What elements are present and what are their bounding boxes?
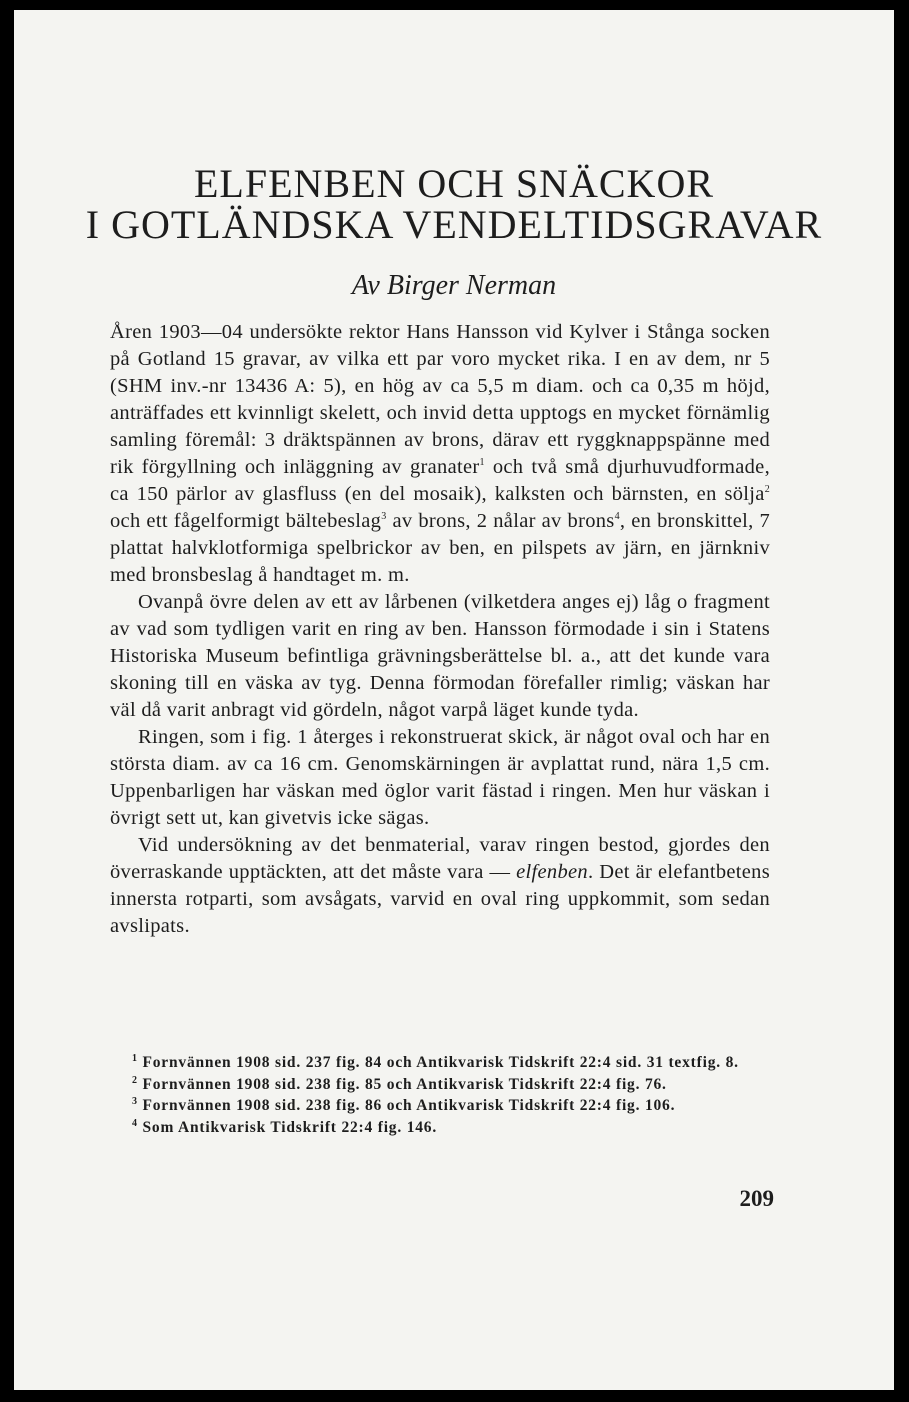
title-line-1: ELFENBEN OCH SNÄCKOR	[193, 161, 715, 206]
footnote-text: Fornvännen 1908 sid. 237 fig. 84 och Antikvarisk Tidskrift 22:4 sid. 31 textfig. 8.	[137, 1054, 739, 1071]
paragraph-text: , en bronskittel, 7 plattat halvklotformiga spelbrickor av ben, en pilspets av järn, en järnkniv med bronsbeslag å handtaget m. m.	[110, 510, 771, 586]
footnote-text: Fornvännen 1908 sid. 238 fig. 86 och Antikvarisk Tidskrift 22:4 fig. 106.	[137, 1097, 676, 1114]
footnote-text: Fornvännen 1908 sid. 238 fig. 85 och Antikvarisk Tidskrift 22:4 fig. 76.	[137, 1075, 667, 1093]
footnote-text: Som Antikvarisk Tidskrift 22:4 fig. 146.	[137, 1118, 438, 1136]
article-body	[110, 319, 770, 940]
footnote-ref: 2	[764, 484, 770, 496]
footnote-2	[110, 1074, 770, 1096]
footnote-ref: 4	[614, 511, 620, 523]
emphasis: elfenben	[516, 861, 588, 883]
footnote-mark: 3	[132, 1095, 138, 1107]
paragraph-text: och två små djurhuvudformade, ca 150 pärlor av glasfluss (en del mosaik), kalksten och bärnsten, en sölja	[110, 456, 771, 505]
footnote-1	[110, 1052, 770, 1074]
paragraph-text: och ett fågelformigt bältebeslag	[110, 510, 382, 532]
paragraph-1	[110, 319, 770, 589]
page	[14, 10, 894, 1390]
footnote-mark: 1	[132, 1052, 138, 1064]
footnote-mark: 4	[132, 1117, 138, 1129]
footnote-4	[110, 1117, 770, 1139]
author-byline: Av Birger Nerman	[351, 270, 557, 301]
paragraph-text: Vid undersökning av det benmaterial, varav ringen bestod, gjordes den överraskande upptäckten, att det måste vara —	[110, 834, 770, 883]
paragraph-text: . Det är elefantbetens innersta rotparti, som avsågats, varvid en oval ring uppkommit, som sedan avslipats.	[110, 861, 771, 937]
paragraph-2: Ovanpå övre delen av ett av lårbenen (vilketdera anges ej) låg o fragment av vad som tydligen varit en ring av ben. Hansson förmodade i sin i Statens Historiska Museum befintliga grävningsberättelse bl. a., att det kunde vara skoning till en väska av tyg. Denna förmodan förefaller rimlig; väskan har väl då varit anbragt vid gördeln, något varpå läget kunde tyda.	[110, 591, 770, 721]
page-number: 209	[739, 1186, 774, 1211]
paragraph-text: Åren 1903—04 undersökte rektor Hans Hansson vid Kylver i Stånga socken på Gotland 15 gravar, av vilka ett par voro mycket rika. I en av dem, nr 5 (SHM inv.-nr 13436 A: 5), en hög av ca 5,5 m diam. och ca 0,35 m höjd, anträffades ett kvinnligt skelett, och invid detta upptogs en mycket förnämlig samling föremål: 3 dräktspännen av brons, därav ett ryggknappspänne med rik förgyllning och inläggning av granater	[110, 321, 770, 478]
paragraph-4	[110, 832, 770, 940]
paragraph-text: av brons, 2 nålar av brons	[386, 510, 615, 532]
title-line-2: I GOTLÄNDSKA VENDELTIDSGRAVAR	[85, 202, 823, 247]
footnotes	[110, 1052, 770, 1138]
footnote-3	[110, 1095, 770, 1117]
paragraph-3: Ringen, som i fig. 1 återges i rekonstruerat skick, är något oval och har en största diam. av ca 16 cm. Genomskärningen är avplattat rund, nära 1,5 cm. Uppenbarligen har väskan med öglor varit fästad i ringen. Men hur väskan i övrigt sett ut, kan givetvis icke sägas.	[110, 726, 770, 829]
footnote-mark: 2	[132, 1074, 138, 1086]
footnote-ref: 3	[381, 511, 387, 523]
footnote-ref: 1	[479, 457, 485, 469]
